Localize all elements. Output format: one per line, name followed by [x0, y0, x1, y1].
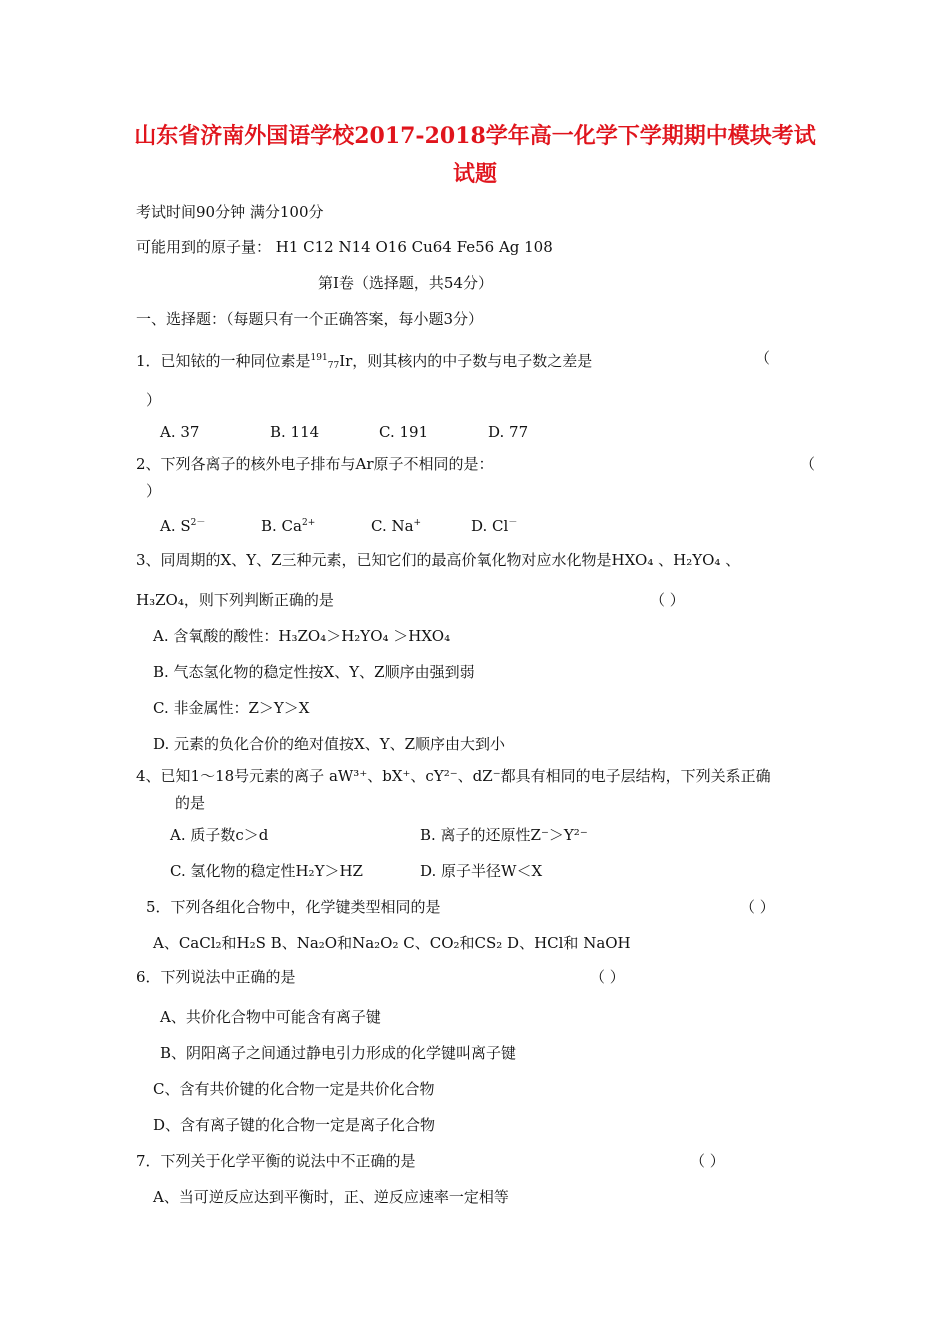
q6-option-c: C、含有共价键的化合物一定是共价化合物: [153, 1080, 435, 1098]
q2-option-c-charge: +: [413, 518, 422, 528]
q6-option-a: A、共价化合物中可能含有离子键: [160, 1008, 381, 1026]
q4-stem-line1: 4、已知1～18号元素的离子 aW³⁺、bX⁺、cY²⁻、dZ⁻都具有相同的电子层结构，下列关系正确: [136, 767, 771, 785]
q2-option-a-charge: 2－: [190, 518, 206, 528]
q3-paren: （ ）: [650, 591, 685, 609]
q4-option-a: A. 质子数c＞d: [170, 826, 269, 844]
q1-isotope: [311, 352, 353, 370]
q2-option-b: [261, 513, 371, 536]
q6-option-b: B、阴阳离子之间通过静电引力形成的化学键叫离子键: [160, 1044, 517, 1062]
q1-paren-open: （: [755, 349, 771, 367]
q5-paren: （ ）: [740, 898, 775, 916]
q2-option-d: [471, 513, 517, 536]
q6-paren: （ ）: [590, 968, 625, 986]
q4-stem-line2: 的是: [175, 794, 206, 812]
q7-option-a: A、当可逆反应达到平衡时，正、逆反应速率一定相等: [153, 1188, 509, 1206]
q7-stem: 7．下列关于化学平衡的说法中不正确的是: [136, 1152, 416, 1170]
q2-option-d-base: D. Cl: [471, 517, 509, 535]
q1-stem-before: 1．已知铱的一种同位素是: [136, 352, 311, 370]
q1-option-a: A. 37: [160, 423, 200, 441]
q6-option-d: D、含有离子键的化合物一定是离子化合物: [153, 1116, 436, 1134]
q2-option-a-base: A. S: [160, 517, 191, 535]
q1-stem-after: ，则其核内的中子数与电子数之差是: [352, 352, 593, 370]
q2-option-c: [371, 513, 471, 536]
q3-option-b: B. 气态氢化物的稳定性按X、Y、Z顺序由强到弱: [153, 663, 475, 681]
exam-info: 考试时间90分钟 满分100分: [136, 203, 324, 221]
document-title-line2: 试题: [452, 161, 497, 187]
q1-symbol: Ir: [339, 352, 353, 370]
q2-stem: 2、下列各离子的核外电子排布与Ar原子不相同的是：: [136, 455, 494, 473]
atomic-masses: 可能用到的原子量： H1 C12 N14 O16 Cu64 Fe56 Ag 108: [136, 238, 553, 256]
q2-option-d-charge: －: [508, 518, 518, 528]
q1-stem: [136, 348, 592, 376]
q1-options: [160, 422, 528, 442]
q2-options: [160, 513, 517, 536]
q4-option-b: B. 离子的还原性Z⁻＞Y²⁻: [420, 826, 588, 844]
q5-stem: 5．下列各组化合物中，化学键类型相同的是: [146, 898, 441, 916]
q3-stem-line2: H₃ZO₄，则下列判断正确的是: [136, 591, 334, 609]
q2-paren-open: （: [800, 455, 816, 473]
q1-option-b: B. 114: [270, 423, 320, 441]
q2-option-b-base: B. Ca: [261, 517, 302, 535]
q4-option-c: C. 氢化物的稳定性H₂Y＞HZ: [170, 862, 363, 880]
q6-stem: 6．下列说法中正确的是: [136, 968, 296, 986]
q1-option-c: C. 191: [379, 423, 429, 441]
q3-option-a: A. 含氧酸的酸性：H₃ZO₄＞H₂YO₄ ＞HXO₄: [153, 627, 451, 645]
section-heading: 一、选择题：（每题只有一个正确答案，每小题3分）: [136, 310, 484, 328]
q1-mass-number: 191: [310, 353, 328, 363]
q4-option-d: D. 原子半径W＜X: [420, 862, 543, 880]
q3-stem-line1: 3、同周期的X、Y、Z三种元素，已知它们的最高价氧化物对应水化物是HXO₄ 、H₂YO₄ 、: [136, 551, 741, 569]
q2-option-b-charge: 2+: [301, 518, 316, 528]
q7-paren: （ ）: [690, 1152, 725, 1170]
document-title-line1: 山东省济南外国语学校2017-2018学年高一化学下学期期中模块考试: [134, 123, 816, 149]
q1-atomic-number: 77: [327, 361, 340, 371]
q2-option-c-base: C. Na: [371, 517, 414, 535]
q3-option-d: D. 元素的负化合价的绝对值按X、Y、Z顺序由大到小: [153, 735, 506, 753]
volume-heading: 第Ⅰ卷（选择题，共54分）: [318, 274, 494, 292]
q1-paren-close: ）: [146, 391, 162, 409]
q1-option-d: D. 77: [488, 423, 529, 441]
q2-paren-close: ）: [146, 482, 162, 500]
q5-options: A、CaCl₂和H₂S B、Na₂O和Na₂O₂ C、CO₂和CS₂ D、HCl和 NaOH: [153, 934, 631, 952]
q2-option-a: [160, 513, 261, 536]
q3-option-c: C. 非金属性：Z＞Y＞X: [153, 699, 310, 717]
